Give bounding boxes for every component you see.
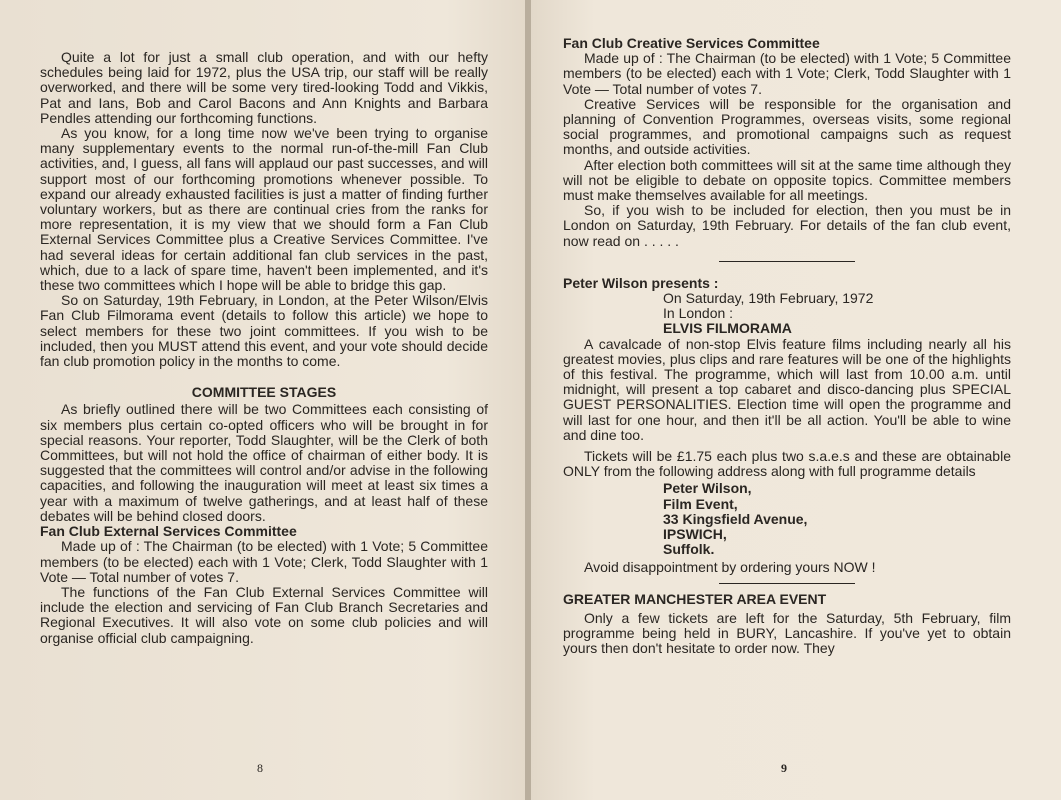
address-line: Suffolk. bbox=[663, 541, 715, 558]
address-line: Peter Wilson, bbox=[663, 480, 752, 497]
external-functions-paragraph: The functions of the Fan Club External Services Committee will include the election and servicing of Fan Club Branch Secretaries and Regional Executives. It will also vote on some club policies and will organise official club campaigning. bbox=[40, 583, 488, 646]
event-title: ELVIS FILMORAMA bbox=[663, 320, 792, 337]
avoid-disappointment-paragraph: Avoid disappointment by ordering yours NOW ! bbox=[584, 558, 876, 575]
address-line: Film Event, bbox=[663, 495, 738, 512]
heading-committee-stages: COMMITTEE STAGES bbox=[191, 384, 337, 401]
intro-paragraph-2: As you know, for a long time now we've been trying to organise many supplementary events to the normal run-of-the-mill Fan Club activities, and, I guess, all fans will applaud our past successes, and will support most of our forthcoming promotions whenever possible. To expand our already exhausted facilities is just a matter of finding further voluntary workers, but as there are continual cries from the ranks for more representation, it is my view that we should form a Fan Club External Services Committee plus a Creative Services Committee. I've had several ideas for certain additional fan club services in the past, which, due to a lack of spare time, haven't been implemented, and it's these two committees which I hope will be able to bridge this gap. bbox=[40, 125, 488, 294]
page-number-right: 9 bbox=[781, 761, 787, 775]
stages-paragraph: As briefly outlined there will be two Committees each consisting of six members plus certain co-opted officers who will be brought in for special reasons. Your reporter, Todd Slaughter, will be the Clerk of both Committees, but will not hold the office of chairman of either body. It is suggested that the committees will control and/or advise in the following capacities, and following the inauguration will meet at least six times a year with a maximum of twelve gatherings, and at least half of these debates will be behind closed doors. bbox=[40, 401, 488, 524]
heading-external-services: Fan Club External Services Committee bbox=[40, 523, 297, 540]
heading-creative-services: Fan Club Creative Services Committee bbox=[563, 35, 820, 51]
heading-greater-manchester: GREATER MANCHESTER AREA EVENT bbox=[563, 590, 827, 607]
intro-paragraph-3: So on Saturday, 19th February, in London, at the Peter Wilson/Elvis Fan Club Filmorama event (details to follow this article) we hope to select members for these two joint committees. If you wish to be included, then you MUST attend this event, and your vote should decide fan club promotion policy in the months to come. bbox=[40, 292, 488, 370]
event-details bbox=[563, 291, 1011, 337]
heading-peter-wilson-presents: Peter Wilson presents : bbox=[563, 274, 719, 291]
event-date: On Saturday, 19th February, 1972 bbox=[663, 290, 874, 307]
filmorama-paragraph: A cavalcade of non-stop Elvis feature films including nearly all his greatest movies, plus clips and rare features will be one of the highlights of this festival. The programme, which will last from 10.00 a.m. until midnight, will present a top cabaret and disco-dancing plus SPECIAL GUEST PERSONALITIES. Election time will open the programme and will last for one hour, and then it'll be all action. You'll be able to wine and dine too. bbox=[563, 335, 1011, 443]
page-number-left: 8 bbox=[257, 761, 263, 775]
creative-paragraph-4: So, if you wish to be included for election, then you must be in London on Saturday, 19th February. For details of the fan club event, now read on . . . . . bbox=[563, 202, 1011, 249]
section-divider bbox=[719, 583, 855, 584]
right-page-text bbox=[563, 36, 1011, 657]
left-page bbox=[0, 0, 525, 800]
intro-paragraph-1: Quite a lot for just a small club operation, and with our hefty schedules being laid for 1972, plus the USA trip, our staff will be really overworked, and there will be some very tired-looking Todd and Vikkis, Pat and Ians, Bob and Carol Bacons and Ann Knights and Barbara Pendles attending our forthcoming functions. bbox=[40, 49, 488, 126]
event-place: In London : bbox=[663, 305, 734, 322]
ticket-address bbox=[563, 481, 1011, 557]
manchester-paragraph: Only a few tickets are left for the Saturday, 5th February, film programme being held in BURY, Lancashire. If you've yet to obtain yours then don't hesitate to order now. They bbox=[563, 609, 1011, 657]
section-divider bbox=[719, 261, 855, 262]
external-makeup-paragraph: Made up of : The Chairman (to be elected) with 1 Vote; 5 Committee members (to be elected) each with 1 Vote; Clerk, Todd Slaughter with 1 Vote — Total number of votes 7. bbox=[40, 538, 488, 585]
address-line: 33 Kingsfield Avenue, bbox=[663, 510, 808, 527]
tickets-paragraph: Tickets will be £1.75 each plus two s.a.e.s and these are obtainable ONLY from the following address along with full programme details bbox=[563, 448, 1011, 480]
creative-paragraph-2: Creative Services will be responsible for the organisation and planning of Convention Programmes, overseas visits, some regional social programmes, and promotional campaigns such as request months, and outside activities. bbox=[563, 95, 1011, 158]
address-line: IPSWICH, bbox=[663, 526, 727, 543]
creative-paragraph-1: Made up of : The Chairman (to be elected) with 1 Vote; 5 Committee members (to be elected) each with 1 Vote; Clerk, Todd Slaughter with 1 Vote — Total number of votes 7. bbox=[563, 50, 1011, 97]
creative-paragraph-3: After election both committees will sit at the same time although they will not be eligible to debate on opposite topics. Committee members must make themselves available for all meetings. bbox=[563, 156, 1011, 204]
right-page bbox=[531, 0, 1061, 800]
left-page-text bbox=[40, 50, 488, 646]
